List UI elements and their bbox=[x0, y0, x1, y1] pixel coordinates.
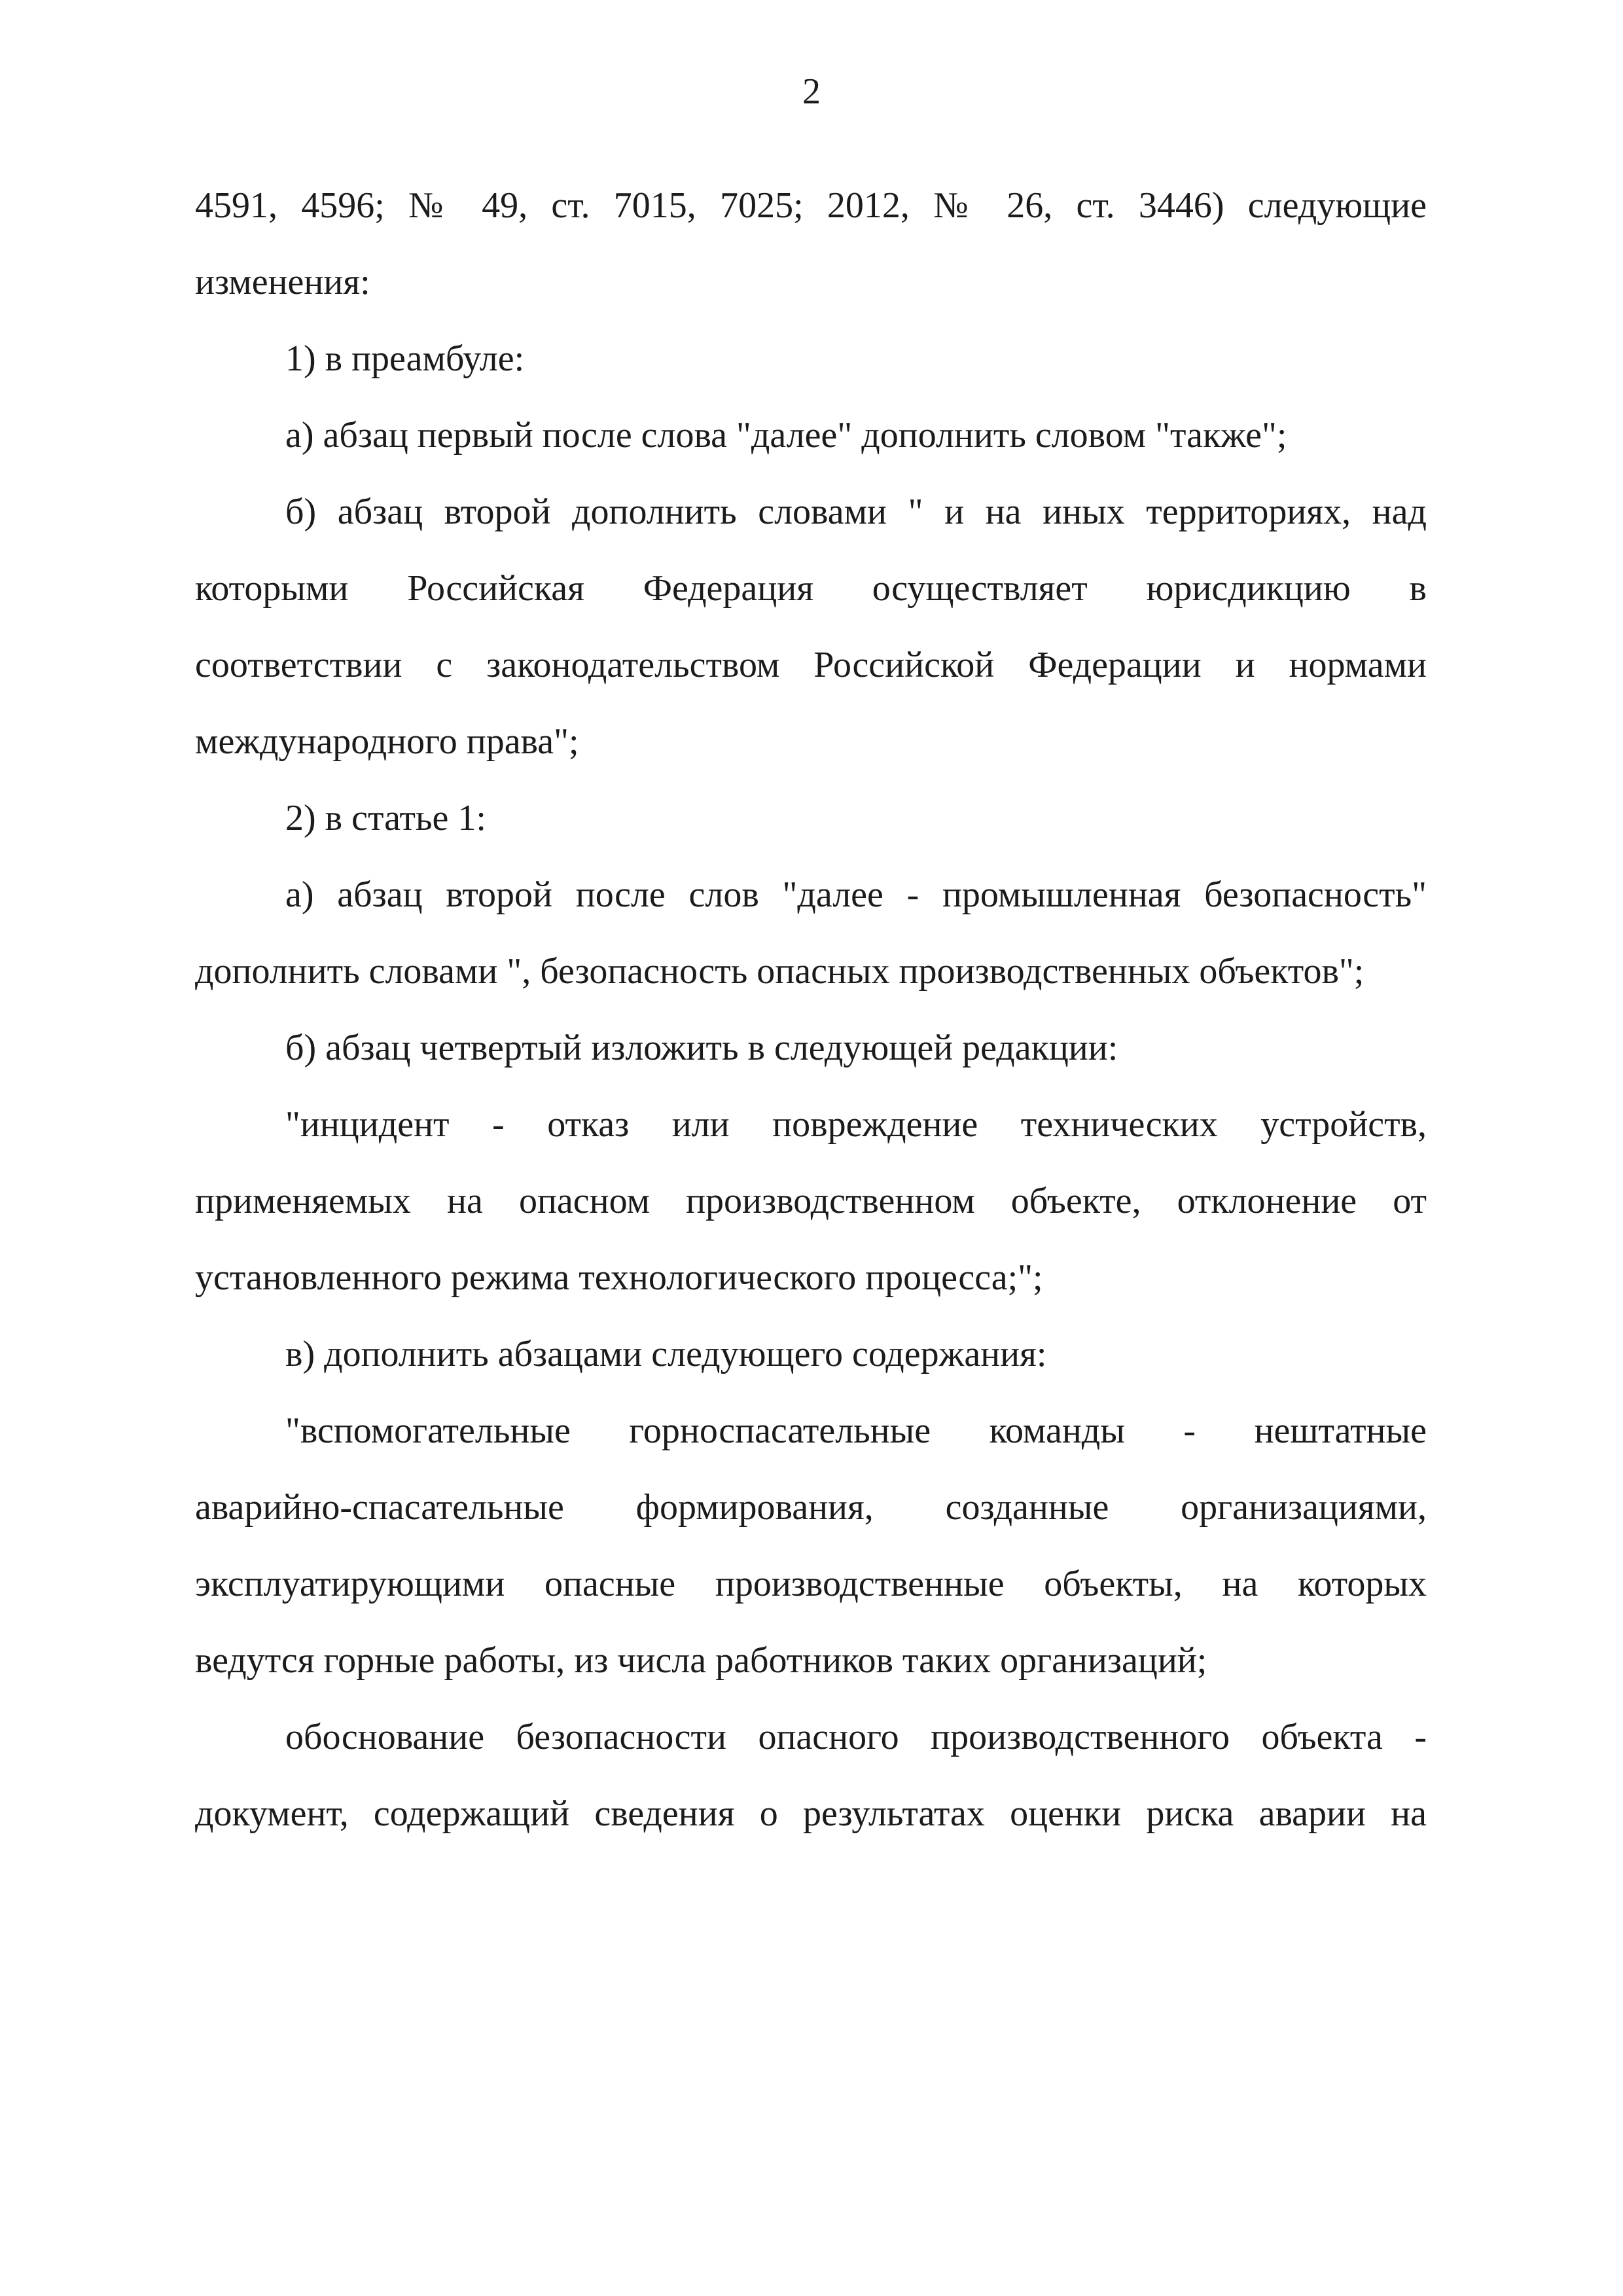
text-line: документ, содержащий сведения о результатах оценки риска аварии на bbox=[195, 1793, 1427, 1834]
text-line: а) абзац первый после слова "далее" дополнить словом "также"; bbox=[285, 415, 1287, 456]
document-body bbox=[195, 168, 1427, 1852]
text-line: б) абзац второй дополнить словами " и на иных территориях, над bbox=[285, 492, 1427, 532]
paragraph bbox=[195, 1393, 1427, 1699]
text-line: изменения: bbox=[195, 262, 370, 302]
paragraph bbox=[195, 1316, 1427, 1393]
text-line: "инцидент - отказ или повреждение технических устройств, bbox=[285, 1104, 1427, 1145]
text-line: установленного режима технологического процесса;"; bbox=[195, 1257, 1043, 1298]
paragraph bbox=[195, 168, 1427, 321]
text-line: б) абзац четвертый изложить в следующей редакции: bbox=[285, 1028, 1118, 1068]
paragraph bbox=[195, 474, 1427, 780]
text-line: "вспомогательные горноспасательные команды - нештатные bbox=[285, 1410, 1427, 1451]
text-line: 4591, 4596; № 49, ст. 7015, 7025; 2012, № 26, ст. 3446) следующие bbox=[195, 185, 1427, 226]
paragraph bbox=[195, 1010, 1427, 1086]
page-number: 2 bbox=[802, 71, 821, 112]
text-line: аварийно-спасательные формирования, созданные организациями, bbox=[195, 1487, 1427, 1528]
text-line: соответствии с законодательством Российской Федерации и нормами bbox=[195, 645, 1427, 685]
text-line: международного права"; bbox=[195, 721, 579, 762]
paragraph bbox=[195, 1086, 1427, 1316]
paragraph bbox=[195, 1699, 1427, 1852]
text-line: дополнить словами ", безопасность опасных производственных объектов"; bbox=[195, 951, 1364, 992]
text-line: которыми Российская Федерация осуществляет юрисдикцию в bbox=[195, 568, 1427, 609]
text-line: в) дополнить абзацами следующего содержания: bbox=[285, 1334, 1047, 1374]
paragraph bbox=[195, 857, 1427, 1010]
paragraph bbox=[195, 780, 1427, 857]
text-line: применяемых на опасном производственном объекте, отклонение от bbox=[195, 1181, 1427, 1221]
text-line: ведутся горные работы, из числа работников таких организаций; bbox=[195, 1640, 1207, 1681]
paragraph bbox=[195, 397, 1427, 474]
text-line: 2) в статье 1: bbox=[285, 798, 486, 838]
text-line: обоснование безопасности опасного производственного объекта - bbox=[285, 1717, 1427, 1757]
text-line: 1) в преамбуле: bbox=[285, 338, 525, 379]
text-line: а) абзац второй после слов "далее - промышленная безопасность" bbox=[285, 874, 1427, 915]
text-line: эксплуатирующими опасные производственные объекты, на которых bbox=[195, 1564, 1427, 1604]
paragraph bbox=[195, 321, 1427, 397]
